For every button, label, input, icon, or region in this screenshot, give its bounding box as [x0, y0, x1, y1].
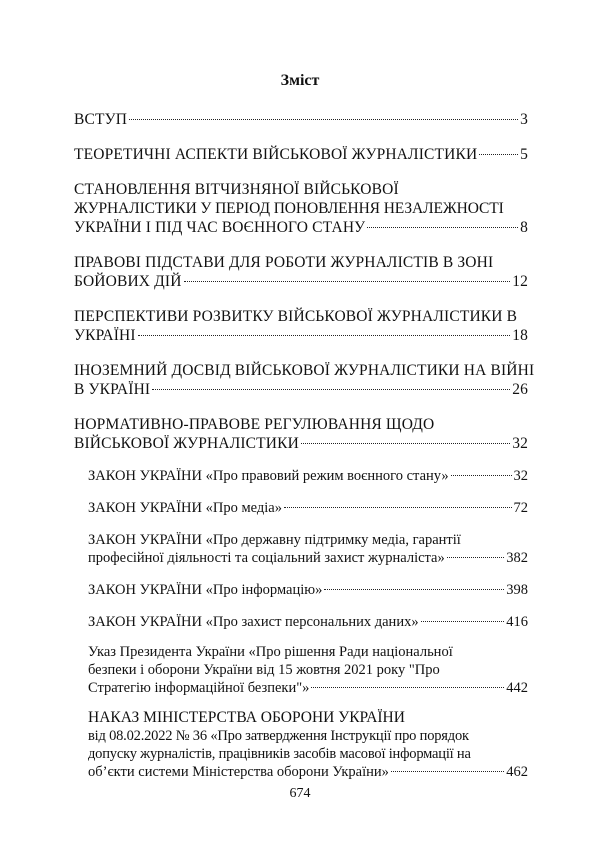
toc-subentry-media-support[interactable]	[74, 531, 528, 567]
toc-entry-theoretical-aspects[interactable]	[74, 145, 528, 164]
toc-entry-legal-grounds[interactable]	[74, 253, 528, 291]
toc-entry-heading: НАКАЗ МІНІСТЕРСТВА ОБОРОНИ УКРАЇНИ	[88, 709, 405, 726]
toc-entry-text: УКРАЇНИ І ПІД ЧАС ВОЄННОГО СТАНУ	[74, 219, 366, 236]
toc-entry-text: безпеки і оборони України від 15 жовтня 2021 року "Про	[88, 662, 440, 678]
leader-dots	[447, 557, 505, 558]
toc-entry-intro[interactable]	[74, 110, 528, 129]
toc-page-number: 398	[506, 582, 528, 598]
toc-entry-text: НОРМАТИВНО-ПРАВОВЕ РЕГУЛЮВАННЯ ЩОДО	[74, 416, 435, 433]
leader-dots	[367, 227, 518, 228]
toc-title: Зміст	[280, 72, 320, 89]
toc-page-number: 72	[513, 500, 528, 516]
leader-dots	[324, 589, 504, 590]
toc-entry-text: ПЕРСПЕКТИВИ РОЗВИТКУ ВІЙСЬКОВОЇ ЖУРНАЛІСТИКИ В	[74, 308, 518, 325]
toc-entry-text: ПРАВОВІ ПІДСТАВИ ДЛЯ РОБОТИ ЖУРНАЛІСТІВ В ЗОНІ	[74, 254, 494, 271]
toc-page-number: 18	[512, 327, 528, 344]
leader-dots	[421, 621, 505, 622]
toc-entry-prospects[interactable]	[74, 307, 528, 345]
toc-subentry-media-law[interactable]	[74, 499, 528, 517]
toc-page-number: 32	[512, 435, 528, 452]
leader-dots	[391, 771, 504, 772]
toc-entry-text: ЗАКОН УКРАЇНИ «Про інформацію»	[88, 582, 323, 598]
toc-subentry-defense-order[interactable]	[74, 709, 528, 781]
leader-dots	[138, 335, 510, 336]
toc-page-number: 382	[506, 550, 528, 566]
toc-entry-text: СТАНОВЛЕННЯ ВІТЧИЗНЯНОЇ ВІЙСЬКОВОЇ	[74, 181, 399, 198]
leader-dots	[451, 475, 512, 476]
toc-page-number: 416	[506, 614, 528, 630]
toc-entry-text: ЗАКОН УКРАЇНИ «Про державну підтримку медіа, гарантії	[88, 532, 461, 548]
toc-entry-text: БОЙОВИХ ДІЙ	[74, 273, 182, 290]
toc-entry-text: допуску журналістів, працівників засобів масової інформації на	[88, 746, 471, 762]
toc-entry-text: об’єкти системи Міністерства оборони України»	[88, 764, 389, 780]
toc-entry-text: ВІЙСЬКОВОЇ ЖУРНАЛІСТИКИ	[74, 435, 299, 452]
toc-page-number: 12	[512, 273, 528, 290]
toc-entry-foreign-experience[interactable]	[74, 361, 535, 399]
leader-dots	[284, 507, 512, 508]
toc-page-number: 5	[520, 146, 528, 163]
leader-dots	[479, 154, 518, 155]
toc-page-number: 32	[513, 468, 528, 484]
toc-page-number: 8	[520, 219, 528, 236]
toc-subentry-martial-law[interactable]	[74, 467, 528, 485]
toc-subentry-information[interactable]	[74, 581, 528, 599]
toc-entry-text: УКРАЇНІ	[74, 327, 136, 344]
toc-subentry-presidential-decree[interactable]	[74, 643, 528, 697]
toc-page-number: 3	[520, 111, 528, 128]
toc-entry-text: ЖУРНАЛІСТИКИ У ПЕРІОД ПОНОВЛЕННЯ НЕЗАЛЕЖНОСТІ	[74, 200, 504, 217]
toc-page-number: 26	[512, 381, 528, 398]
toc-entry-text: ВСТУП	[74, 111, 128, 128]
toc-entry-text: ЗАКОН УКРАЇНИ «Про правовий режим воєнного стану»	[88, 468, 449, 484]
toc-entry-formation[interactable]	[74, 180, 528, 237]
toc-entry-regulation[interactable]	[74, 415, 528, 453]
page-number: 674	[289, 786, 311, 801]
toc-subentry-personal-data[interactable]	[74, 613, 528, 631]
toc-entry-text: ІНОЗЕМНИЙ ДОСВІД ВІЙСЬКОВОЇ ЖУРНАЛІСТИКИ НА ВІЙНІ	[74, 362, 535, 379]
leader-dots	[184, 281, 511, 282]
toc-entry-text: ТЕОРЕТИЧНІ АСПЕКТИ ВІЙСЬКОВОЇ ЖУРНАЛІСТИКИ	[74, 146, 478, 163]
toc-entry-text: Стратегію інформаційної безпеки"»	[88, 680, 310, 696]
toc-entry-text: від 08.02.2022 № 36 «Про затвердження Інструкції про порядок	[88, 728, 469, 744]
toc-page-number: 462	[506, 764, 528, 780]
toc-entry-text: ЗАКОН УКРАЇНИ «Про медіа»	[88, 500, 282, 516]
leader-dots	[301, 443, 510, 444]
table-of-contents	[74, 110, 535, 781]
toc-entry-text: професійної діяльності та соціальний захист журналіста»	[88, 550, 445, 566]
leader-dots	[152, 389, 510, 390]
toc-entry-text: В УКРАЇНІ	[74, 381, 151, 398]
toc-entry-text: Указ Президента України «Про рішення Ради національної	[88, 644, 453, 660]
leader-dots	[311, 687, 504, 688]
toc-entry-text: ЗАКОН УКРАЇНИ «Про захист персональних даних»	[88, 614, 419, 630]
leader-dots	[129, 119, 518, 120]
toc-page-number: 442	[506, 680, 528, 696]
